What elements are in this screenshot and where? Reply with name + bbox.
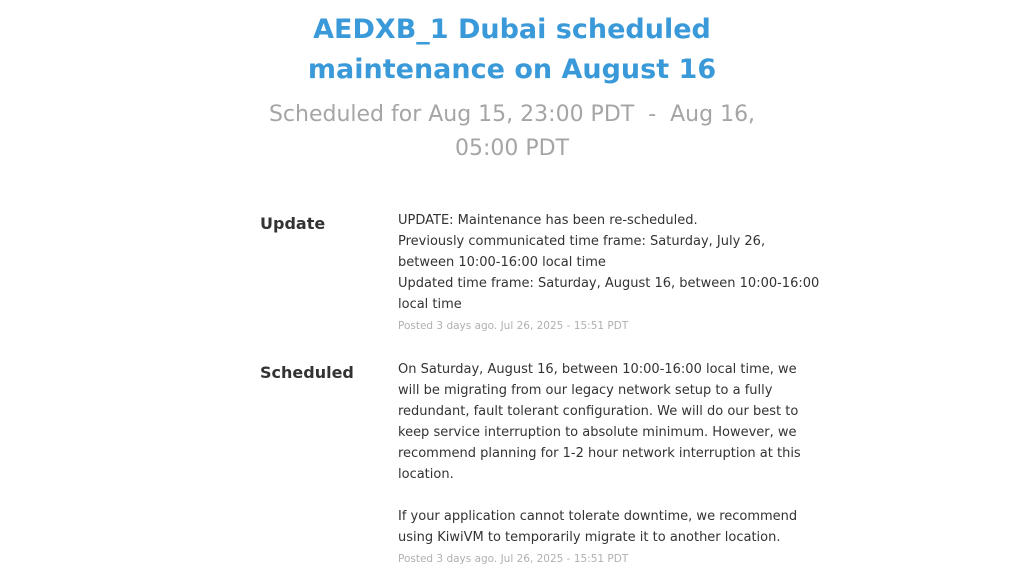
scheduled-status-label: Scheduled [260,363,354,382]
incident-title [0,10,1024,90]
scheduled-message-line: redundant, fault tolerant configuration. We will do our best to [398,404,799,419]
update-body [398,210,820,334]
update-message-line: Previously communicated time frame: Saturday, July 26, [398,234,766,249]
scheduled-message-line: If your application cannot tolerate downtime, we recommend [398,509,798,524]
scheduled-body [398,359,801,567]
update-message-line: Updated time frame: Saturday, August 16, between 10:00-16:00 [398,276,820,291]
scheduled-posted-timestamp: Posted 3 days ago. Jul 26, 2025 - 15:51 PDT [398,553,629,565]
scheduled-message-line: recommend planning for 1-2 hour network interruption at this [398,446,801,461]
incident-title-line-2: maintenance on August 16 [307,54,717,85]
schedule-window-line-1: Scheduled for Aug 15, 23:00 PDT - Aug 16, [268,102,756,127]
update-posted-timestamp: Posted 3 days ago. Jul 26, 2025 - 15:51 PDT [398,320,629,332]
schedule-window-line-2: 05:00 PDT [454,136,570,161]
scheduled-message-line: using KiwiVM to temporarily migrate it to another location. [398,530,781,545]
paragraph-spacer [398,485,798,506]
scheduled-message-line: location. [398,467,454,482]
update-message-line: local time [398,297,462,312]
update-message [398,210,820,315]
scheduled-message-line: will be migrating from our legacy network setup to a fully [398,383,773,398]
update-message-line: UPDATE: Maintenance has been re-scheduled. [398,213,698,228]
incident-title-line-1: AEDXB_1 Dubai scheduled [313,14,711,45]
update-message-line: between 10:00-16:00 local time [398,255,606,270]
scheduled-message-line: On Saturday, August 16, between 10:00-16:00 local time, we [398,362,797,377]
scheduled-message [398,359,801,485]
update-status-label: Update [260,214,326,233]
scheduled-message-line: keep service interruption to absolute minimum. However, we [398,425,797,440]
scheduled-message-followup [398,506,798,548]
schedule-window [0,98,1024,166]
